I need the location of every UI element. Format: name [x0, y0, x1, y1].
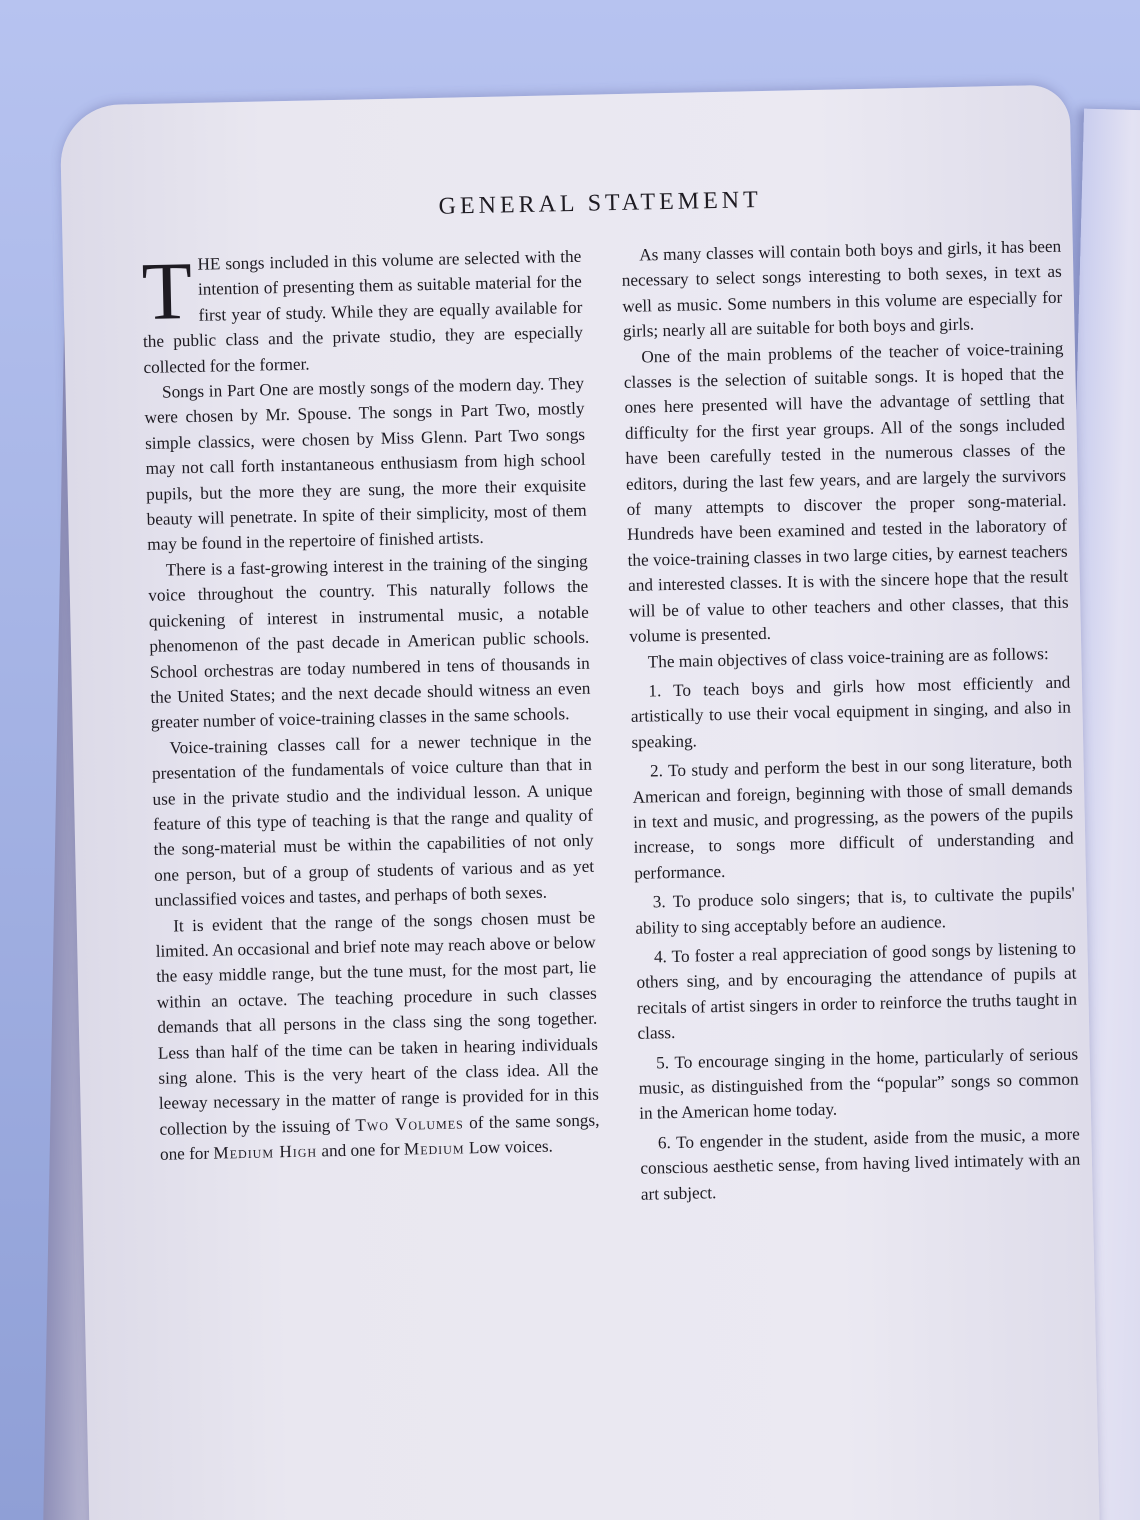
page-content [140, 181, 1081, 1217]
objective-item: 1. To teach boys and girls how most efficiently and artistically to use their vocal equipment in singing, and also in speaking. [630, 672, 1072, 752]
paragraph [155, 904, 600, 1167]
objective-item: 5. To encourage singing in the home, particularly of serious music, as distinguished from the “popular” songs so common in the American home today. [638, 1044, 1079, 1124]
paragraph-text: of the same songs, one for [159, 1110, 600, 1165]
paragraph-text: Low voices. [468, 1136, 554, 1158]
paragraph: The main objectives of class voice-training are as follows: [647, 643, 1049, 671]
paragraph: There is a fast-growing interest in the training of the singing voice throughout the country. This naturally follows the quickening of interest in instrumental music, a notable phenomenon of the past decade in American public schools. School orchestras are today numbered in tens of thousands in the United States; and the next decade should witness an even greater number of voice-training classes in the same schools. [148, 551, 591, 733]
small-caps-text: Medium [403, 1138, 465, 1159]
paragraph: One of the main problems of the teacher of voice-training classes is the selection of suitable songs. It is hoped that the ones here presented will have the advantage of settling that difficulty for the first year groups. All of the songs included have been carefully tested in the numerous classes of the editors, during the last few years, and are largely the survivors of many attempts to discover the proper song-material. Hundreds have been examined and tested in the laboratory of the voice-training classes in two large cities, by earnest teachers and interested classes. It is with the sincere hope that the result will be of value to other teachers and other classes, that this volume is presented. [623, 338, 1069, 646]
small-caps-text: Two Volumes [355, 1113, 464, 1135]
objective-item: 2. To study and perform the best in our song literature, both American and foreign, beginning with those of small demands in text and music, and progressing, as the powers of the pupils increase, to songs more difficult of understanding and performance. [632, 752, 1074, 883]
paragraph-text: and one for [321, 1139, 400, 1161]
right-column [621, 234, 1081, 1207]
left-column [141, 244, 601, 1217]
objective-item: 4. To foster a real appreciation of good songs by listening to others sing, and by encouraging the attendance of pupils at recitals of artist singers in order to reinforce the truths taught in class. [636, 938, 1078, 1043]
paragraph-text: It is evident that the range of the songs chosen must be limited. An occasional and brief note may reach above or below the easy middle range, but the tune must, for the most part, lie within an octave. The teaching procedure in such classes demands that all persons in the class sing the song together. Less than half of the time can be taken in hearing individuals sing alone. This is the very heart of the class idea. All the leeway necessary in the matter of range is provided for in this collection by the issuing of [155, 907, 600, 1139]
paragraph: Voice-training classes call for a newer technique in the presentation of the fundamentals of voice culture than that in use in the private studio and the individual lesson. A unique feature of this type of teaching is that the range and quality of the song-material must be within the capabilities of not only one person, but of a group of students of various and as yet unclassified voices and tastes, and perhaps of both sexes. [151, 729, 595, 911]
small-caps-text: Medium High [213, 1141, 318, 1163]
paragraph [141, 244, 584, 380]
objective-item: 6. To engender in the student, aside from the music, a more conscious aesthetic sense, from having lived intimately with an art subject. [640, 1124, 1081, 1204]
paragraph-text: HE songs included in this volume are selected with the intention of presenting them as suitable material for the first year of study. While they are equally available for the public class and the private studio, they are especially collected for the former. [142, 246, 584, 377]
text-columns [141, 234, 1081, 1217]
drop-cap: T [140, 244, 193, 337]
paragraph: As many classes will contain both boys and girls, it has been necessary to select songs interesting to both sexes, in text as well as music. Some numbers in this volume are especially for girls; nearly all are suitable for both boys and girls. [621, 236, 1063, 342]
page-title: GENERAL STATEMENT [438, 186, 762, 220]
objective-item: 3. To produce solo singers; that is, to cultivate the pupils' ability to sing acceptably before an audience. [635, 883, 1075, 938]
paragraph: Songs in Part One are mostly songs of the modern day. They were chosen by Mr. Spouse. The songs in Part Two, mostly simple classics, were chosen by Miss Glenn. Part Two songs may not call forth instantaneous enthusiasm from high school pupils, but the more they are sung, the more their exquisite beauty will penetrate. In spite of their simplicity, most of them may be found in the repertoire of finished artists. [144, 373, 587, 555]
